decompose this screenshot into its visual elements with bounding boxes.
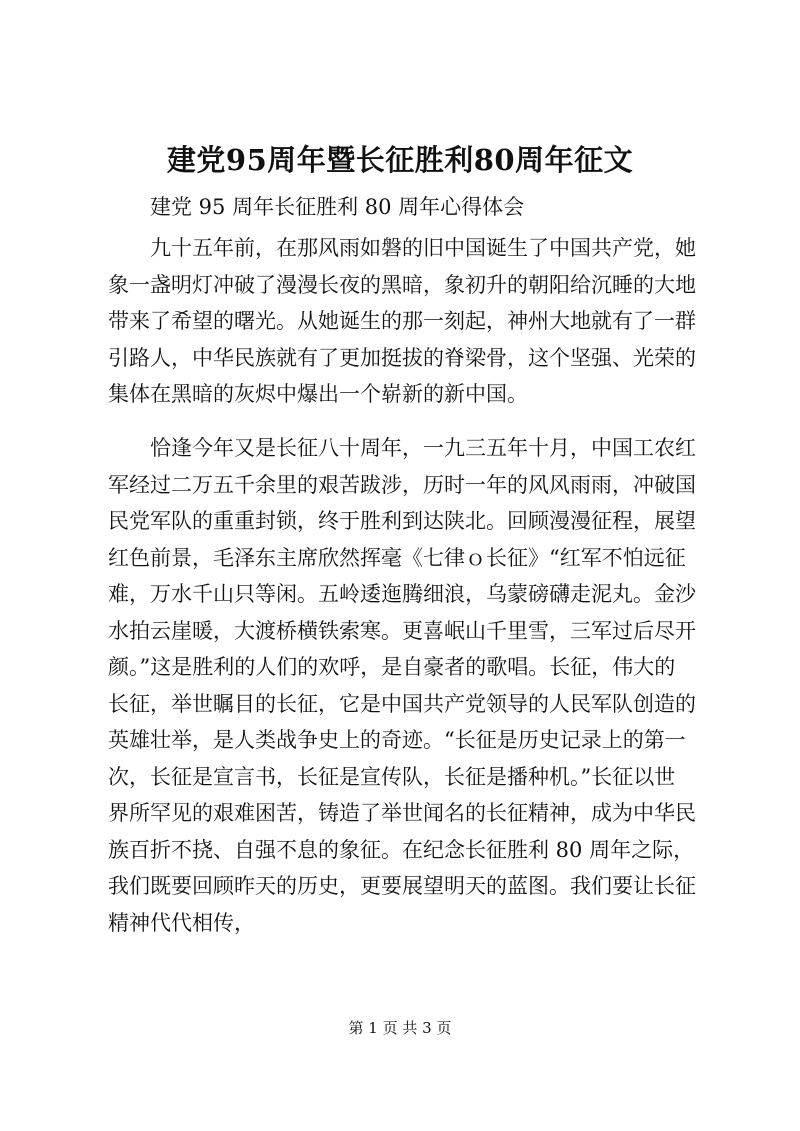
paragraph-line: 恰逢今年又是长征八十周年，一九三五年十月，中国工农红 <box>108 436 696 460</box>
paragraph-line: 带来了希望的曙光。从她诞生的那一刻起，神州大地就有了一群 <box>108 309 696 333</box>
paragraph-line: 颜。”这是胜利的人们的欢呼，是自豪者的歌唱。长征，伟大的 <box>108 655 676 679</box>
paragraph-line: 民党军队的重重封锁，终于胜利到达陕北。回顾漫漫征程，展望 <box>108 509 696 533</box>
paragraph-line: 军经过二万五千余里的艰苦跋涉，历时一年的风风雨雨，冲破国 <box>108 472 696 497</box>
paragraph-line: 族百折不挠、自强不息的象征。在纪念长征胜利 80 周年之际， <box>108 837 695 862</box>
paragraph-line: 水拍云崖暖，大渡桥横铁索寒。更喜岷山千里雪，三军过后尽开 <box>108 618 696 643</box>
paragraph-line: 引路人，中华民族就有了更加挺拔的脊梁骨，这个坚强、光荣的 <box>108 345 696 370</box>
paragraph-1 <box>108 230 708 413</box>
paragraph-line: 集体在黑暗的灰烬中爆出一个崭新的新中国。 <box>108 382 528 406</box>
paragraph-line: 英雄壮举，是人类战争史上的奇迹。“长征是历史记录上的第一 <box>108 728 686 752</box>
document-subtitle: 建党 95 周年长征胜利 80 周年心得体会 <box>150 195 525 219</box>
document-title: 建党95周年暨长征胜利80周年征文 <box>166 143 634 177</box>
paragraph-line: 难，万水千山只等闲。五岭逶迤腾细浪，乌蒙磅礴走泥丸。金沙 <box>108 582 696 606</box>
paragraph-2 <box>108 430 708 941</box>
paragraph-line: 红色前景，毛泽东主席欣然挥毫《七律ｏ长征》“红军不怕远征 <box>108 545 686 570</box>
paragraph-line: 我们既要回顾昨天的历史，更要展望明天的蓝图。我们要让长征 <box>108 874 696 898</box>
paragraph-line: 次，长征是宣言书，长征是宣传队，长征是播种机。”长征以世 <box>108 764 676 789</box>
page-footer: 第 1 页 共 3 页 <box>348 1019 452 1037</box>
paragraph-line: 精神代代相传， <box>108 910 255 935</box>
paragraph-line: 九十五年前，在那风雨如磐的旧中国诞生了中国共产党，她 <box>108 236 696 260</box>
paragraph-line: 长征，举世瞩目的长征，它是中国共产党领导的人民军队创造的 <box>108 691 696 716</box>
paragraph-line: 界所罕见的艰难困苦，铸造了举世闻名的长征精神，成为中华民 <box>108 801 696 825</box>
paragraph-line: 象一盏明灯冲破了漫漫长夜的黑暗，象初升的朝阳给沉睡的大地 <box>108 272 696 297</box>
